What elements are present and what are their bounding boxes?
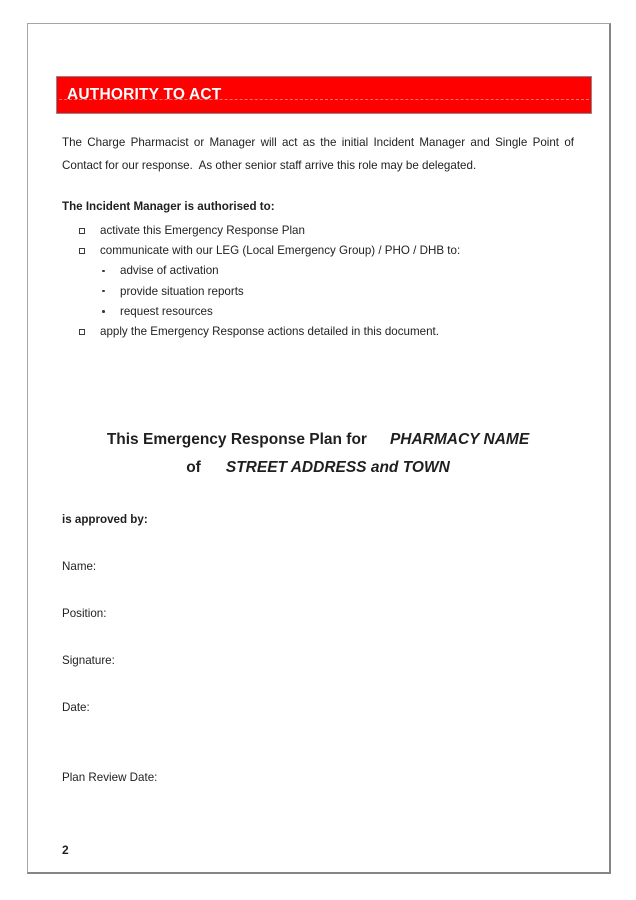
signature-field-label: Signature: (62, 654, 115, 667)
list-item (62, 301, 574, 321)
banner-title: AUTHORITY TO ACT (67, 86, 222, 103)
list-item-label: activate this Emergency Response Plan (100, 223, 305, 237)
dot-bullet-icon (102, 310, 105, 313)
square-bullet-icon (79, 228, 85, 234)
declaration-line-1-text: This Emergency Response Plan for (106, 431, 367, 448)
dot-bullet-icon (102, 290, 105, 293)
list-item-label: apply the Emergency Response actions detailed in this document. (100, 325, 439, 339)
document-page (27, 23, 611, 874)
date-field-label: Date: (62, 701, 90, 714)
position-field-label: Position: (62, 607, 107, 620)
approved-by-label: is approved by: (62, 513, 148, 526)
list-item (62, 240, 574, 260)
declaration-line-2-text: of (186, 459, 201, 476)
banner-dashed-line (59, 99, 589, 100)
list-item-label: advise of activation (120, 264, 219, 278)
name-field-label: Name: (62, 560, 97, 573)
list-item (62, 220, 574, 240)
authority-banner (56, 76, 592, 114)
dot-bullet-icon (102, 270, 105, 273)
list-item (62, 321, 574, 341)
declaration-line-1 (62, 426, 574, 454)
list-item-label: request resources (120, 304, 213, 318)
plan-review-date-label: Plan Review Date: (62, 771, 158, 784)
declaration-line-2 (62, 454, 574, 482)
square-bullet-icon (79, 329, 85, 335)
list-item (62, 281, 574, 301)
authority-list (62, 220, 574, 342)
list-item-label: communicate with our LEG (Local Emergency Group) / PHO / DHB to: (100, 243, 461, 257)
list-item (62, 261, 574, 281)
square-bullet-icon (79, 248, 85, 254)
list-item-label: provide situation reports (120, 284, 244, 298)
authority-heading: The Incident Manager is authorised to: (62, 200, 275, 213)
declaration-title (62, 426, 574, 482)
intro-line-2: Contact for our response. As other senior staff arrive this role may be delegated. (62, 159, 477, 172)
street-address-placeholder: STREET ADDRESS and TOWN (225, 459, 450, 476)
pharmacy-name-placeholder: PHARMACY NAME (389, 431, 530, 448)
intro-paragraph (62, 131, 574, 177)
intro-line-1: The Charge Pharmacist or Manager will act as the initial Incident Manager and Single Point of (62, 136, 574, 149)
page-number: 2 (62, 843, 69, 857)
